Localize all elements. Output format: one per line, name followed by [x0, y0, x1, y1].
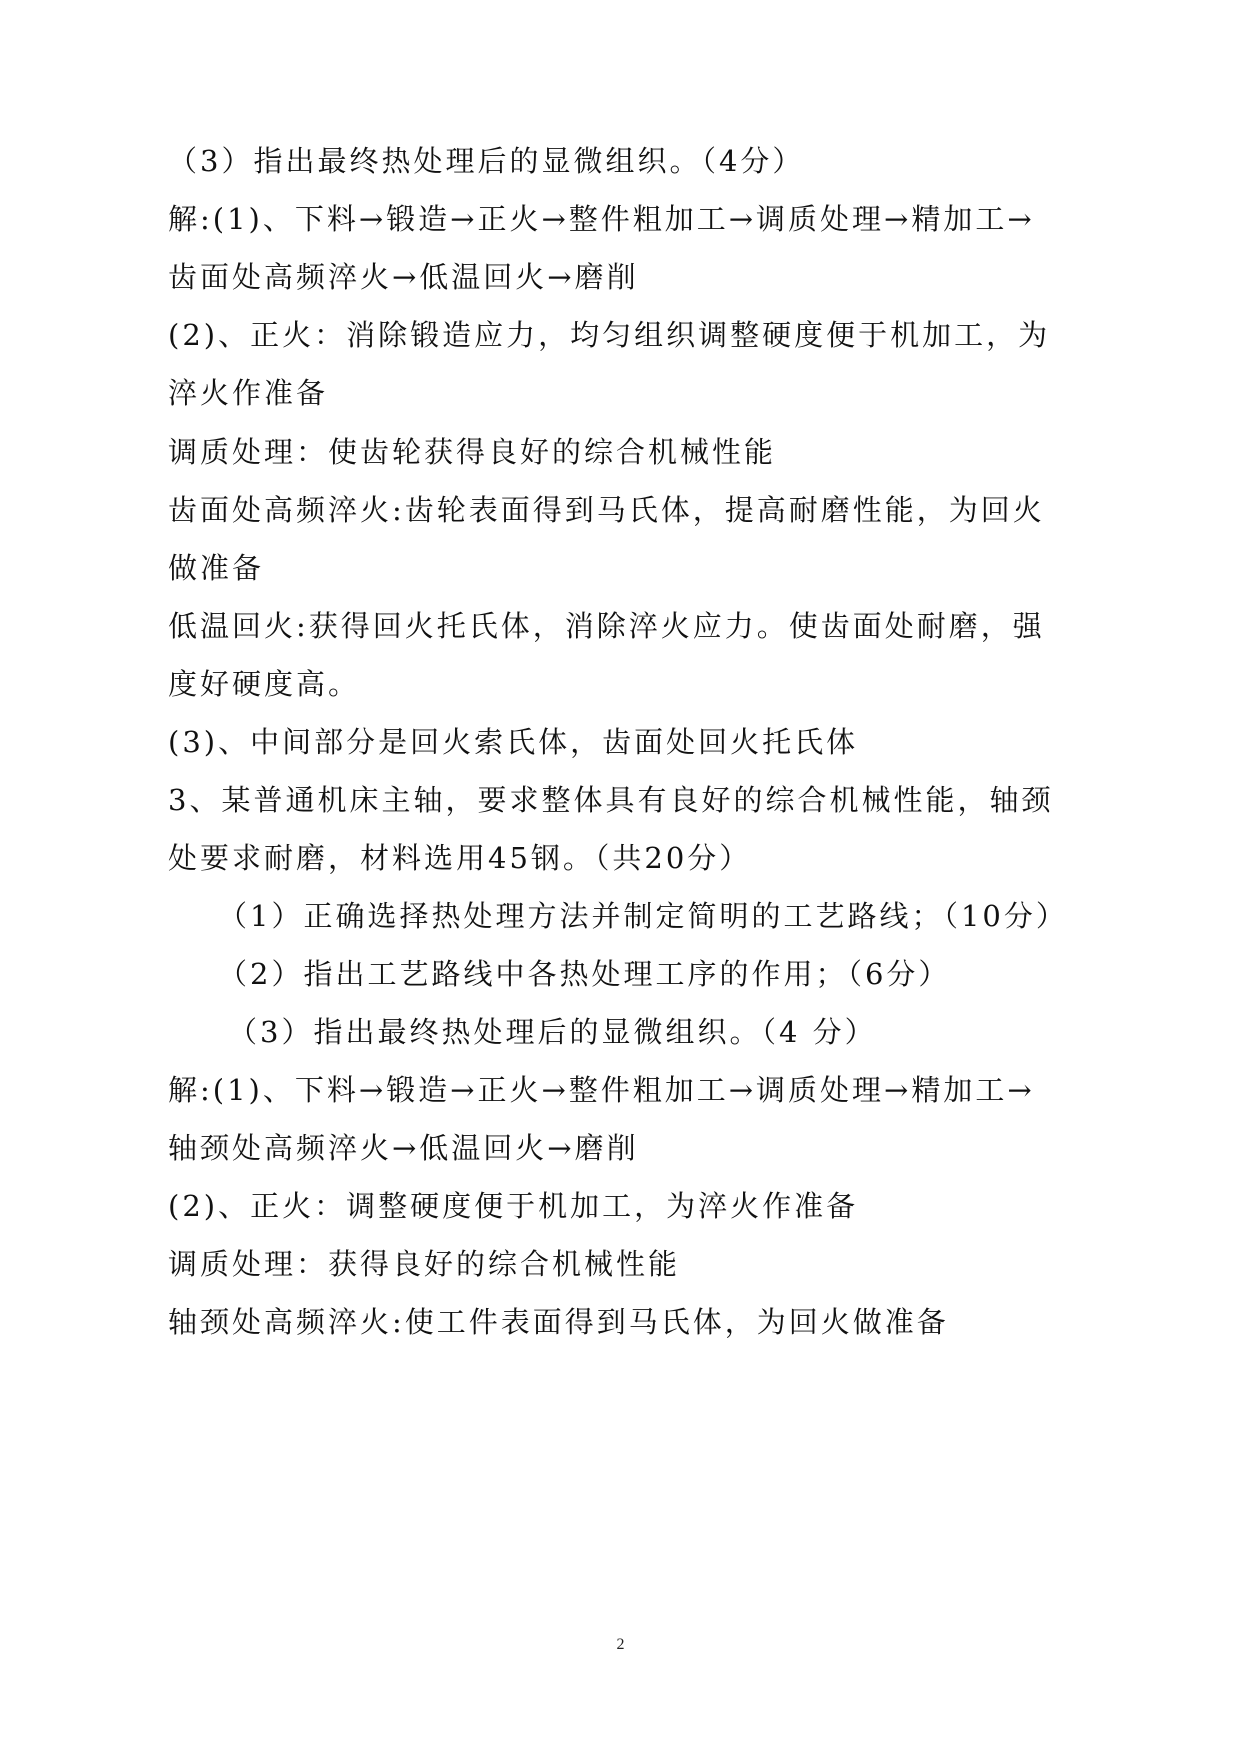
text-line-7: 齿面处高频淬火:齿轮表面得到马氏体，提高耐磨性能，为回火 — [168, 493, 1045, 527]
page-number: 2 — [616, 1636, 625, 1653]
text-line-5: 淬火作准备 — [168, 376, 329, 410]
text-line-8: 做准备 — [168, 551, 265, 585]
text-line-6: 调质处理：使齿轮获得良好的综合机械性能 — [168, 435, 777, 469]
text-line-1: （3）指出最终热处理后的显微组织。（4分） — [168, 144, 805, 178]
text-line-18: 轴颈处高频淬火→低温回火→磨削 — [168, 1131, 639, 1165]
text-line-13: 处要求耐磨，材料选用45钢。（共20分） — [168, 841, 752, 875]
text-line-17: 解:(1)、下料→锻造→正火→整件粗加工→调质处理→精加工→ — [168, 1073, 1035, 1107]
text-line-4: (2)、正火：消除锻造应力，均匀组织调整硬度便于机加工，为 — [168, 318, 1051, 352]
text-line-20: 调质处理：获得良好的综合机械性能 — [168, 1247, 681, 1281]
text-line-12: 3、某普通机床主轴，要求整体具有良好的综合机械性能，轴颈 — [168, 783, 1054, 817]
text-line-14: （1）正确选择热处理方法并制定简明的工艺路线；（10分） — [218, 899, 1068, 933]
text-line-9: 低温回火:获得回火托氏体，消除淬火应力。使齿面处耐磨，强 — [168, 609, 1045, 643]
text-line-11: (3)、中间部分是回火索氏体，齿面处回火托氏体 — [168, 725, 859, 759]
text-line-19: (2)、正火：调整硬度便于机加工，为淬火作准备 — [168, 1189, 859, 1223]
text-line-21: 轴颈处高频淬火:使工件表面得到马氏体，为回火做准备 — [168, 1305, 949, 1339]
text-line-15: （2）指出工艺路线中各热处理工序的作用；（6分） — [218, 957, 951, 991]
text-line-16: （3）指出最终热处理后的显微组织。（4 分） — [228, 1015, 877, 1049]
text-line-3: 齿面处高频淬火→低温回火→磨削 — [168, 260, 639, 294]
text-line-10: 度好硬度高。 — [168, 667, 361, 701]
text-line-2: 解:(1)、下料→锻造→正火→整件粗加工→调质处理→精加工→ — [168, 202, 1035, 236]
